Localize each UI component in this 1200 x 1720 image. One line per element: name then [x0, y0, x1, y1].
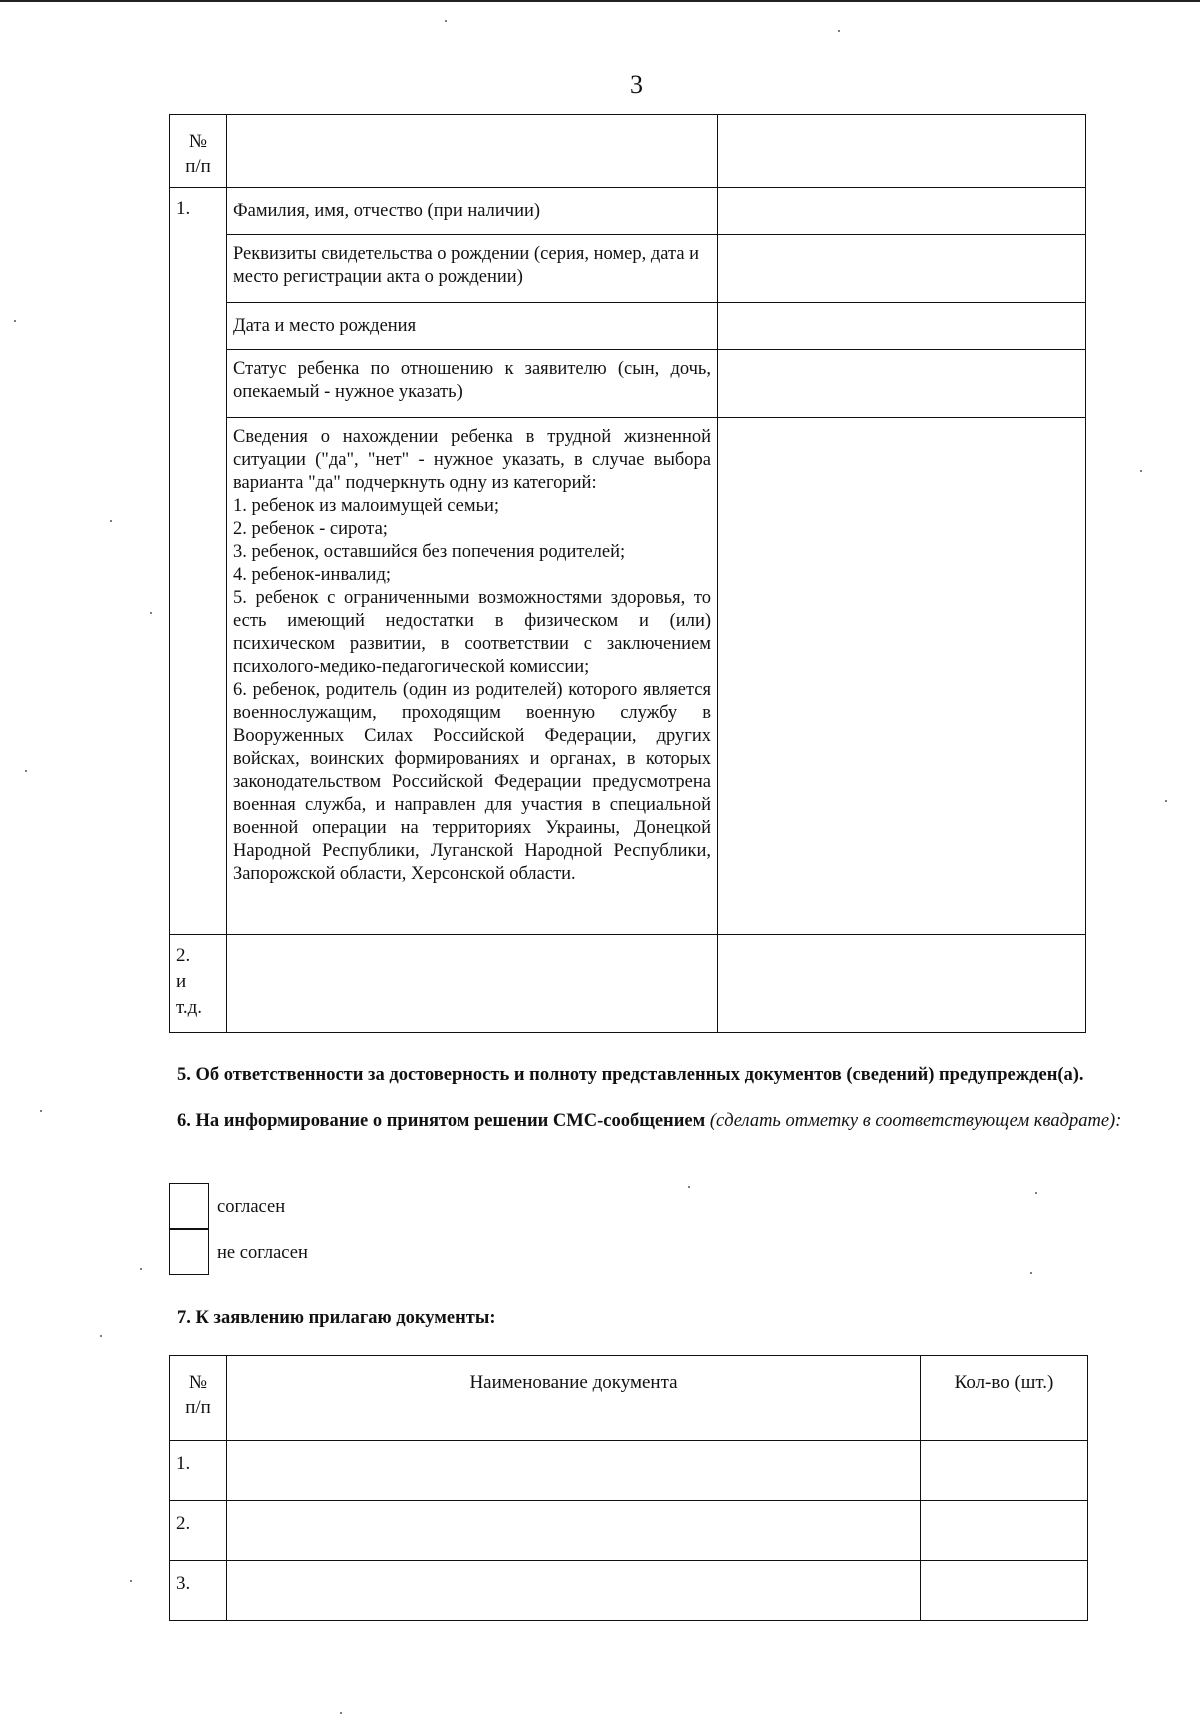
- page-number: 3: [630, 70, 643, 99]
- child2-value-blank[interactable]: [718, 935, 1086, 1033]
- doc-row-name[interactable]: [227, 1501, 921, 1561]
- documents-table-header: [170, 1356, 1088, 1441]
- child1-row-status: [170, 350, 1086, 418]
- field-child-status: Статус ребенка по отношению к заявителю (сын, дочь, опекаемый - нужное указать): [227, 350, 718, 418]
- children-table: [169, 114, 1086, 1033]
- field-hardship-situation: Сведения о нахождении ребенка в трудной жизненной ситуации ("да", "нет" - нужное указать, в случае выбора варианта "да" подчеркнуть одну из категорий: 1. ребенок из малоимущей семьи; 2. ребенок - сирота; 3. ребенок, оставшийся без попечения родителей; 4. ребенок-инвалид; 5. ребенок с ограниченными возможностями здоровья, то есть имеющий недостатки в физическом и (или) психическом развитии, в соответствии с заключением психолого-медико-педагогической комиссии; 6. ребенок, родитель (один из родителей) которого является военнослужащим, проходящим военную службу в Вооруженных Силах Российской Федерации, других войсках, воинских формированиях и органах, в которых законодательством Российской Федерации предусмотрена военная служба, и направлен для участия в специальной военной операции на территориях Украины, Донецкой Народной Республики, Луганской Народной Республики, Запорожской области, Херсонской области.: [227, 418, 718, 935]
- disagree-checkbox[interactable]: [169, 1229, 209, 1275]
- child1-row-hardship: [170, 418, 1086, 935]
- child1-row-name: [170, 188, 1086, 235]
- doc-header-num: № п/п: [170, 1356, 227, 1441]
- child2-row: [170, 935, 1086, 1033]
- attached-documents-title: 7. К заявлению прилагаю документы:: [177, 1308, 496, 1328]
- child1-row-birth-date-place: [170, 303, 1086, 350]
- doc-row-num: 1.: [170, 1441, 227, 1501]
- field-birth-certificate: Реквизиты свидетельства о рождении (серия, номер, дата и место регистрации акта о рождении): [227, 235, 718, 303]
- value-birth-certificate[interactable]: [718, 235, 1086, 303]
- sms-statement-title: 6. На информирование о принятом решении СМС-сообщением: [177, 1111, 706, 1131]
- table-row: [170, 1441, 1088, 1501]
- doc-row-qty[interactable]: [921, 1441, 1088, 1501]
- table-row: [170, 1501, 1088, 1561]
- child1-row-birth-certificate: [170, 235, 1086, 303]
- documents-table: [169, 1355, 1088, 1621]
- header-num: № п/п: [170, 115, 227, 188]
- child2-field-blank[interactable]: [227, 935, 718, 1033]
- doc-row-name[interactable]: [227, 1441, 921, 1501]
- child1-number: 1.: [170, 188, 227, 935]
- disagree-label: не согласен: [217, 1243, 308, 1263]
- value-full-name[interactable]: [718, 188, 1086, 235]
- value-hardship-situation[interactable]: [718, 418, 1086, 935]
- responsibility-statement: 5. Об ответственности за достоверность и полноту представленных документов (сведений) предупрежден(а).: [177, 1065, 1084, 1085]
- doc-row-name[interactable]: [227, 1561, 921, 1621]
- value-birth-date-place[interactable]: [718, 303, 1086, 350]
- doc-header-qty: Кол-во (шт.): [921, 1356, 1088, 1441]
- agree-label: согласен: [217, 1197, 286, 1217]
- sms-statement-note: (сделать отметку в соответствующем квадрате):: [709, 1111, 1122, 1131]
- value-child-status[interactable]: [718, 350, 1086, 418]
- doc-row-num: 2.: [170, 1501, 227, 1561]
- sms-notification-statement: [177, 1110, 1123, 1133]
- doc-row-qty[interactable]: [921, 1561, 1088, 1621]
- children-table-header: [170, 115, 1086, 188]
- doc-row-num: 3.: [170, 1561, 227, 1621]
- field-full-name: Фамилия, имя, отчество (при наличии): [227, 188, 718, 235]
- top-border-line: [0, 0, 1200, 2]
- agree-checkbox[interactable]: [169, 1183, 209, 1229]
- header-field-blank[interactable]: [227, 115, 718, 188]
- child2-number: 2. и т.д.: [170, 935, 227, 1033]
- header-value-blank[interactable]: [718, 115, 1086, 188]
- doc-header-name: Наименование документа: [227, 1356, 921, 1441]
- table-row: [170, 1561, 1088, 1621]
- field-birth-date-place: Дата и место рождения: [227, 303, 718, 350]
- doc-row-qty[interactable]: [921, 1501, 1088, 1561]
